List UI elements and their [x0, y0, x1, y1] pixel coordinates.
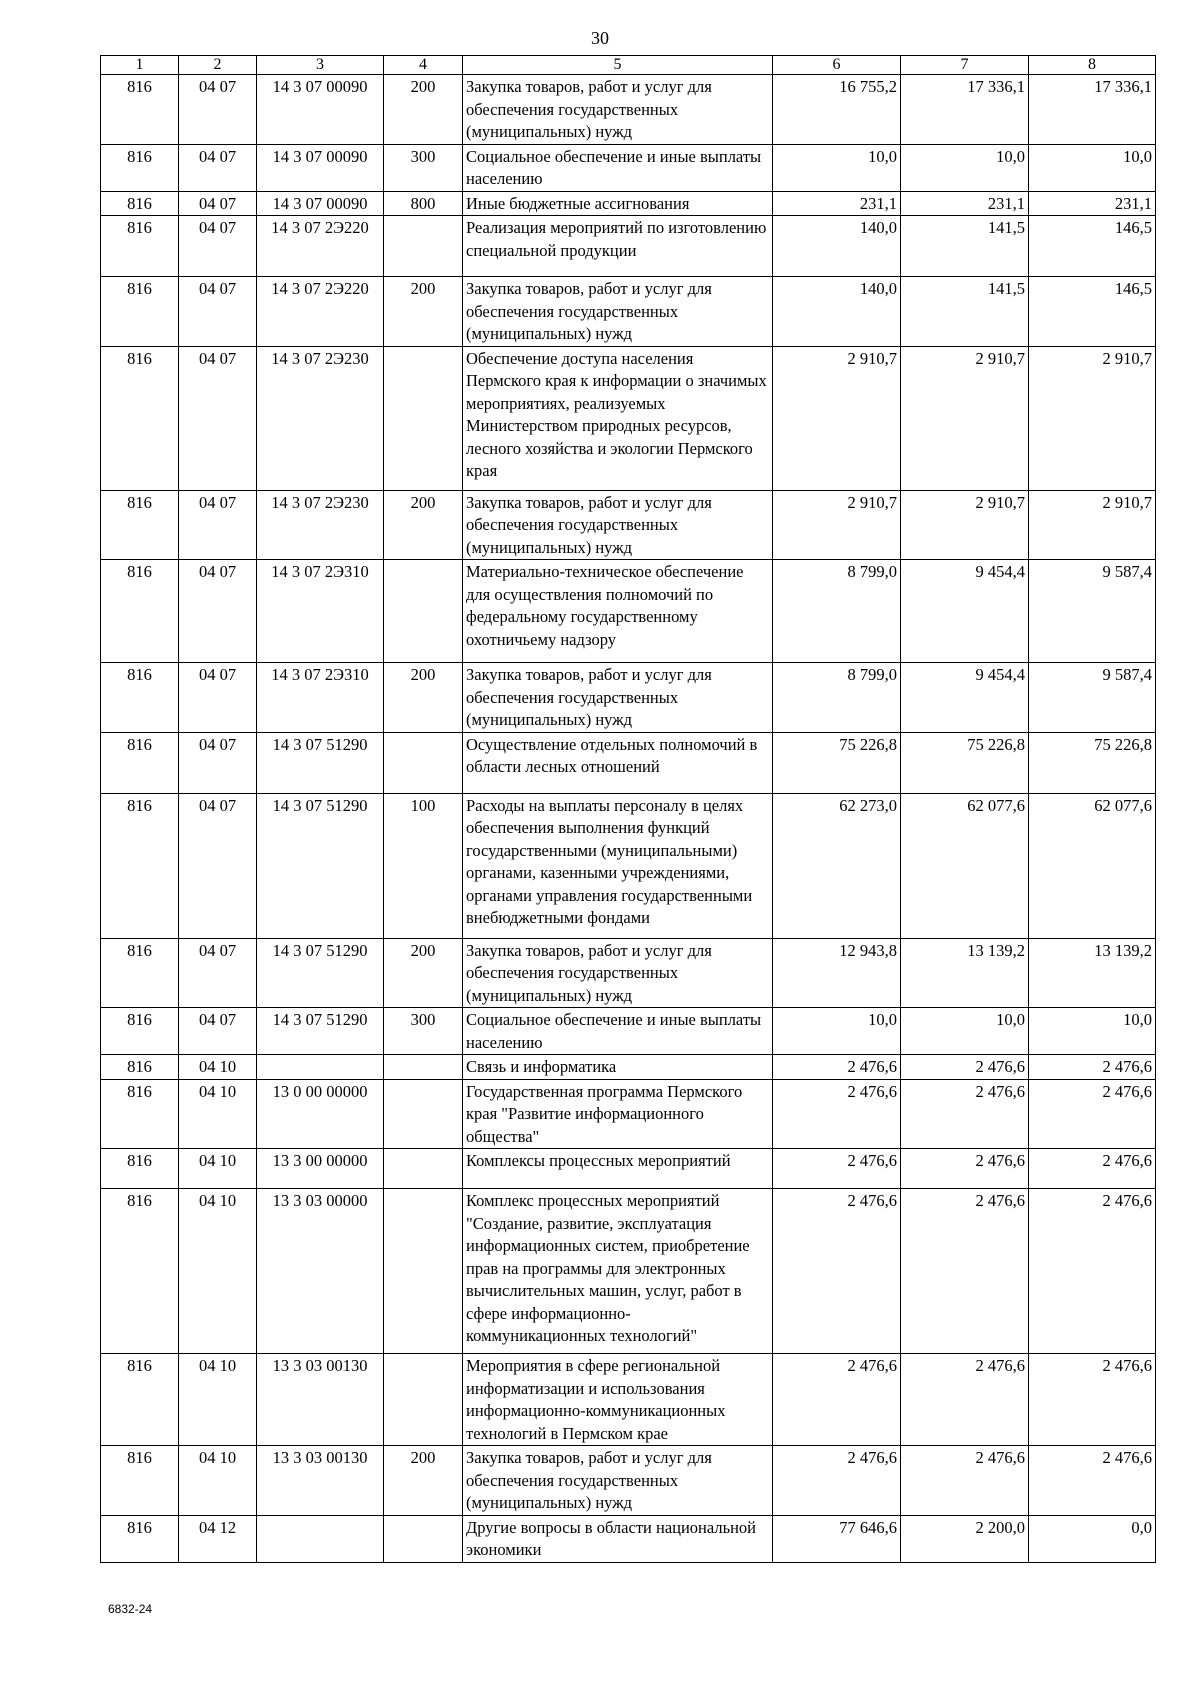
expense-type-cell	[384, 216, 463, 277]
amount-year2-cell: 2 476,6	[901, 1055, 1029, 1080]
description-cell: Обеспечение доступа населения Пермского края к информации о значимых мероприятиях, реализуемых Министерством природных ресурсов, лесного хозяйства и экологии Пермского края	[463, 346, 773, 490]
amount-year2-cell: 10,0	[901, 1008, 1029, 1055]
admin-code-cell: 816	[101, 75, 179, 145]
admin-code-cell: 816	[101, 1149, 179, 1189]
table-row	[101, 191, 1156, 216]
target-article-cell: 13 3 03 00000	[257, 1189, 384, 1354]
amount-year3-cell: 2 476,6	[1029, 1055, 1156, 1080]
table-row	[101, 560, 1156, 663]
amount-year2-cell: 2 476,6	[901, 1446, 1029, 1516]
amount-year1-cell: 2 476,6	[773, 1055, 901, 1080]
expense-type-cell	[384, 1055, 463, 1080]
target-article-cell: 13 3 00 00000	[257, 1149, 384, 1189]
table-row	[101, 1008, 1156, 1055]
expense-type-cell: 300	[384, 144, 463, 191]
table-row	[101, 1079, 1156, 1149]
section-code-cell: 04 07	[179, 938, 257, 1008]
admin-code-cell: 816	[101, 216, 179, 277]
amount-year3-cell: 0,0	[1029, 1515, 1156, 1562]
column-header: 5	[463, 56, 773, 75]
target-article-cell: 14 3 07 51290	[257, 938, 384, 1008]
expense-type-cell	[384, 346, 463, 490]
table-row	[101, 75, 1156, 145]
target-article-cell: 13 0 00 00000	[257, 1079, 384, 1149]
description-cell: Социальное обеспечение и иные выплаты населению	[463, 1008, 773, 1055]
amount-year2-cell: 231,1	[901, 191, 1029, 216]
admin-code-cell: 816	[101, 1515, 179, 1562]
expense-type-cell: 200	[384, 663, 463, 733]
description-cell: Связь и информатика	[463, 1055, 773, 1080]
amount-year1-cell: 62 273,0	[773, 793, 901, 938]
section-code-cell: 04 10	[179, 1079, 257, 1149]
amount-year1-cell: 8 799,0	[773, 663, 901, 733]
expense-type-cell	[384, 560, 463, 663]
amount-year1-cell: 2 476,6	[773, 1354, 901, 1446]
table-row	[101, 216, 1156, 277]
section-code-cell: 04 10	[179, 1189, 257, 1354]
expense-type-cell	[384, 1079, 463, 1149]
description-cell: Реализация мероприятий по изготовлению специальной продукции	[463, 216, 773, 277]
column-header: 4	[384, 56, 463, 75]
table-row	[101, 346, 1156, 490]
document-code: 6832-24	[108, 1602, 153, 1616]
amount-year2-cell: 2 476,6	[901, 1079, 1029, 1149]
expense-type-cell	[384, 1515, 463, 1562]
amount-year1-cell: 140,0	[773, 216, 901, 277]
page-number: 30	[591, 28, 609, 48]
amount-year2-cell: 9 454,4	[901, 663, 1029, 733]
admin-code-cell: 816	[101, 1354, 179, 1446]
description-cell: Закупка товаров, работ и услуг для обеспечения государственных (муниципальных) нужд	[463, 663, 773, 733]
section-code-cell: 04 10	[179, 1446, 257, 1516]
amount-year3-cell: 231,1	[1029, 191, 1156, 216]
amount-year3-cell: 10,0	[1029, 144, 1156, 191]
amount-year1-cell: 2 910,7	[773, 490, 901, 560]
section-code-cell: 04 07	[179, 346, 257, 490]
section-code-cell: 04 07	[179, 490, 257, 560]
section-code-cell: 04 10	[179, 1354, 257, 1446]
expense-type-cell: 300	[384, 1008, 463, 1055]
section-code-cell: 04 07	[179, 191, 257, 216]
expense-type-cell: 200	[384, 490, 463, 560]
expense-type-cell: 200	[384, 75, 463, 145]
target-article-cell: 13 3 03 00130	[257, 1446, 384, 1516]
target-article-cell: 14 3 07 2Э220	[257, 277, 384, 347]
amount-year1-cell: 10,0	[773, 1008, 901, 1055]
admin-code-cell: 816	[101, 1079, 179, 1149]
table-row	[101, 938, 1156, 1008]
amount-year3-cell: 13 139,2	[1029, 938, 1156, 1008]
section-code-cell: 04 07	[179, 732, 257, 793]
amount-year3-cell: 2 476,6	[1029, 1149, 1156, 1189]
admin-code-cell: 816	[101, 346, 179, 490]
section-code-cell: 04 07	[179, 560, 257, 663]
column-header: 7	[901, 56, 1029, 75]
amount-year3-cell: 2 910,7	[1029, 346, 1156, 490]
amount-year1-cell: 2 476,6	[773, 1446, 901, 1516]
amount-year3-cell: 2 476,6	[1029, 1079, 1156, 1149]
table-row	[101, 1055, 1156, 1080]
amount-year3-cell: 146,5	[1029, 216, 1156, 277]
target-article-cell: 14 3 07 00090	[257, 191, 384, 216]
target-article-cell: 14 3 07 2Э220	[257, 216, 384, 277]
admin-code-cell: 816	[101, 1008, 179, 1055]
target-article-cell: 14 3 07 00090	[257, 75, 384, 145]
amount-year3-cell: 2 476,6	[1029, 1189, 1156, 1354]
table-row	[101, 1515, 1156, 1562]
expense-type-cell: 200	[384, 938, 463, 1008]
admin-code-cell: 816	[101, 560, 179, 663]
amount-year2-cell: 62 077,6	[901, 793, 1029, 938]
amount-year2-cell: 141,5	[901, 216, 1029, 277]
section-code-cell: 04 10	[179, 1149, 257, 1189]
section-code-cell: 04 07	[179, 663, 257, 733]
expense-type-cell: 100	[384, 793, 463, 938]
admin-code-cell: 816	[101, 793, 179, 938]
column-header: 1	[101, 56, 179, 75]
amount-year1-cell: 16 755,2	[773, 75, 901, 145]
amount-year2-cell: 75 226,8	[901, 732, 1029, 793]
amount-year3-cell: 75 226,8	[1029, 732, 1156, 793]
description-cell: Комплекс процессных мероприятий "Создание, развитие, эксплуатация информационных систем, приобретение прав на программы для электронных вычислительных машин, услуг, работ в сфере информационно-коммуникационных технологий"	[463, 1189, 773, 1354]
description-cell: Социальное обеспечение и иные выплаты населению	[463, 144, 773, 191]
description-cell: Закупка товаров, работ и услуг для обеспечения государственных (муниципальных) нужд	[463, 277, 773, 347]
amount-year3-cell: 9 587,4	[1029, 663, 1156, 733]
description-cell: Комплексы процессных мероприятий	[463, 1149, 773, 1189]
amount-year2-cell: 2 476,6	[901, 1189, 1029, 1354]
description-cell: Осуществление отдельных полномочий в области лесных отношений	[463, 732, 773, 793]
amount-year1-cell: 10,0	[773, 144, 901, 191]
amount-year1-cell: 75 226,8	[773, 732, 901, 793]
expense-type-cell	[384, 732, 463, 793]
amount-year1-cell: 2 476,6	[773, 1149, 901, 1189]
target-article-cell: 14 3 07 51290	[257, 732, 384, 793]
target-article-cell: 13 3 03 00130	[257, 1354, 384, 1446]
amount-year3-cell: 146,5	[1029, 277, 1156, 347]
admin-code-cell: 816	[101, 1055, 179, 1080]
target-article-cell: 14 3 07 2Э310	[257, 663, 384, 733]
amount-year3-cell: 2 476,6	[1029, 1446, 1156, 1516]
amount-year2-cell: 2 910,7	[901, 346, 1029, 490]
amount-year2-cell: 2 200,0	[901, 1515, 1029, 1562]
table-row	[101, 732, 1156, 793]
admin-code-cell: 816	[101, 277, 179, 347]
amount-year1-cell: 231,1	[773, 191, 901, 216]
admin-code-cell: 816	[101, 144, 179, 191]
amount-year3-cell: 17 336,1	[1029, 75, 1156, 145]
description-cell: Мероприятия в сфере региональной информатизации и использования информационно-коммуникационных технологий в Пермском крае	[463, 1354, 773, 1446]
amount-year2-cell: 141,5	[901, 277, 1029, 347]
admin-code-cell: 816	[101, 191, 179, 216]
target-article-cell: 14 3 07 51290	[257, 1008, 384, 1055]
amount-year3-cell: 9 587,4	[1029, 560, 1156, 663]
budget-table	[100, 55, 1156, 1563]
admin-code-cell: 816	[101, 1446, 179, 1516]
expense-type-cell	[384, 1354, 463, 1446]
target-article-cell: 14 3 07 2Э230	[257, 346, 384, 490]
amount-year2-cell: 13 139,2	[901, 938, 1029, 1008]
column-header: 6	[773, 56, 901, 75]
amount-year1-cell: 140,0	[773, 277, 901, 347]
section-code-cell: 04 07	[179, 75, 257, 145]
expense-type-cell	[384, 1149, 463, 1189]
expense-type-cell: 200	[384, 277, 463, 347]
expense-type-cell: 200	[384, 1446, 463, 1516]
description-cell: Закупка товаров, работ и услуг для обеспечения государственных (муниципальных) нужд	[463, 1446, 773, 1516]
amount-year2-cell: 17 336,1	[901, 75, 1029, 145]
amount-year1-cell: 12 943,8	[773, 938, 901, 1008]
amount-year1-cell: 2 910,7	[773, 346, 901, 490]
description-cell: Закупка товаров, работ и услуг для обеспечения государственных (муниципальных) нужд	[463, 490, 773, 560]
description-cell: Другие вопросы в области национальной экономики	[463, 1515, 773, 1562]
description-cell: Иные бюджетные ассигнования	[463, 191, 773, 216]
table-row	[101, 793, 1156, 938]
table-row	[101, 490, 1156, 560]
table-row	[101, 1354, 1156, 1446]
description-cell: Закупка товаров, работ и услуг для обеспечения государственных (муниципальных) нужд	[463, 938, 773, 1008]
target-article-cell: 14 3 07 51290	[257, 793, 384, 938]
amount-year1-cell: 2 476,6	[773, 1189, 901, 1354]
section-code-cell: 04 07	[179, 144, 257, 191]
admin-code-cell: 816	[101, 1189, 179, 1354]
target-article-cell: 14 3 07 2Э310	[257, 560, 384, 663]
amount-year1-cell: 77 646,6	[773, 1515, 901, 1562]
section-code-cell: 04 07	[179, 216, 257, 277]
description-cell: Расходы на выплаты персоналу в целях обеспечения выполнения функций государственными (муниципальными) органами, казенными учреждениями, органами управления государственными внебюджетными фондами	[463, 793, 773, 938]
amount-year2-cell: 2 476,6	[901, 1354, 1029, 1446]
amount-year3-cell: 10,0	[1029, 1008, 1156, 1055]
target-article-cell: 14 3 07 00090	[257, 144, 384, 191]
amount-year3-cell: 2 476,6	[1029, 1354, 1156, 1446]
table-row	[101, 1446, 1156, 1516]
table-row	[101, 1189, 1156, 1354]
expense-type-cell: 800	[384, 191, 463, 216]
section-code-cell: 04 07	[179, 277, 257, 347]
admin-code-cell: 816	[101, 490, 179, 560]
amount-year2-cell: 9 454,4	[901, 560, 1029, 663]
table-row	[101, 1149, 1156, 1189]
section-code-cell: 04 12	[179, 1515, 257, 1562]
description-cell: Закупка товаров, работ и услуг для обеспечения государственных (муниципальных) нужд	[463, 75, 773, 145]
admin-code-cell: 816	[101, 938, 179, 1008]
admin-code-cell: 816	[101, 732, 179, 793]
target-article-cell	[257, 1515, 384, 1562]
amount-year2-cell: 2 476,6	[901, 1149, 1029, 1189]
amount-year1-cell: 2 476,6	[773, 1079, 901, 1149]
amount-year3-cell: 62 077,6	[1029, 793, 1156, 938]
amount-year2-cell: 10,0	[901, 144, 1029, 191]
amount-year1-cell: 8 799,0	[773, 560, 901, 663]
section-code-cell: 04 07	[179, 1008, 257, 1055]
target-article-cell: 14 3 07 2Э230	[257, 490, 384, 560]
column-header: 3	[257, 56, 384, 75]
description-cell: Материально-техническое обеспечение для осуществления полномочий по федеральному государственному охотничьему надзору	[463, 560, 773, 663]
amount-year3-cell: 2 910,7	[1029, 490, 1156, 560]
amount-year2-cell: 2 910,7	[901, 490, 1029, 560]
section-code-cell: 04 07	[179, 793, 257, 938]
description-cell: Государственная программа Пермского края "Развитие информационного общества"	[463, 1079, 773, 1149]
table-row	[101, 277, 1156, 347]
target-article-cell	[257, 1055, 384, 1080]
expense-type-cell	[384, 1189, 463, 1354]
column-number-row	[101, 56, 1156, 75]
column-header: 2	[179, 56, 257, 75]
table-row	[101, 663, 1156, 733]
column-header: 8	[1029, 56, 1156, 75]
table-row	[101, 144, 1156, 191]
admin-code-cell: 816	[101, 663, 179, 733]
section-code-cell: 04 10	[179, 1055, 257, 1080]
